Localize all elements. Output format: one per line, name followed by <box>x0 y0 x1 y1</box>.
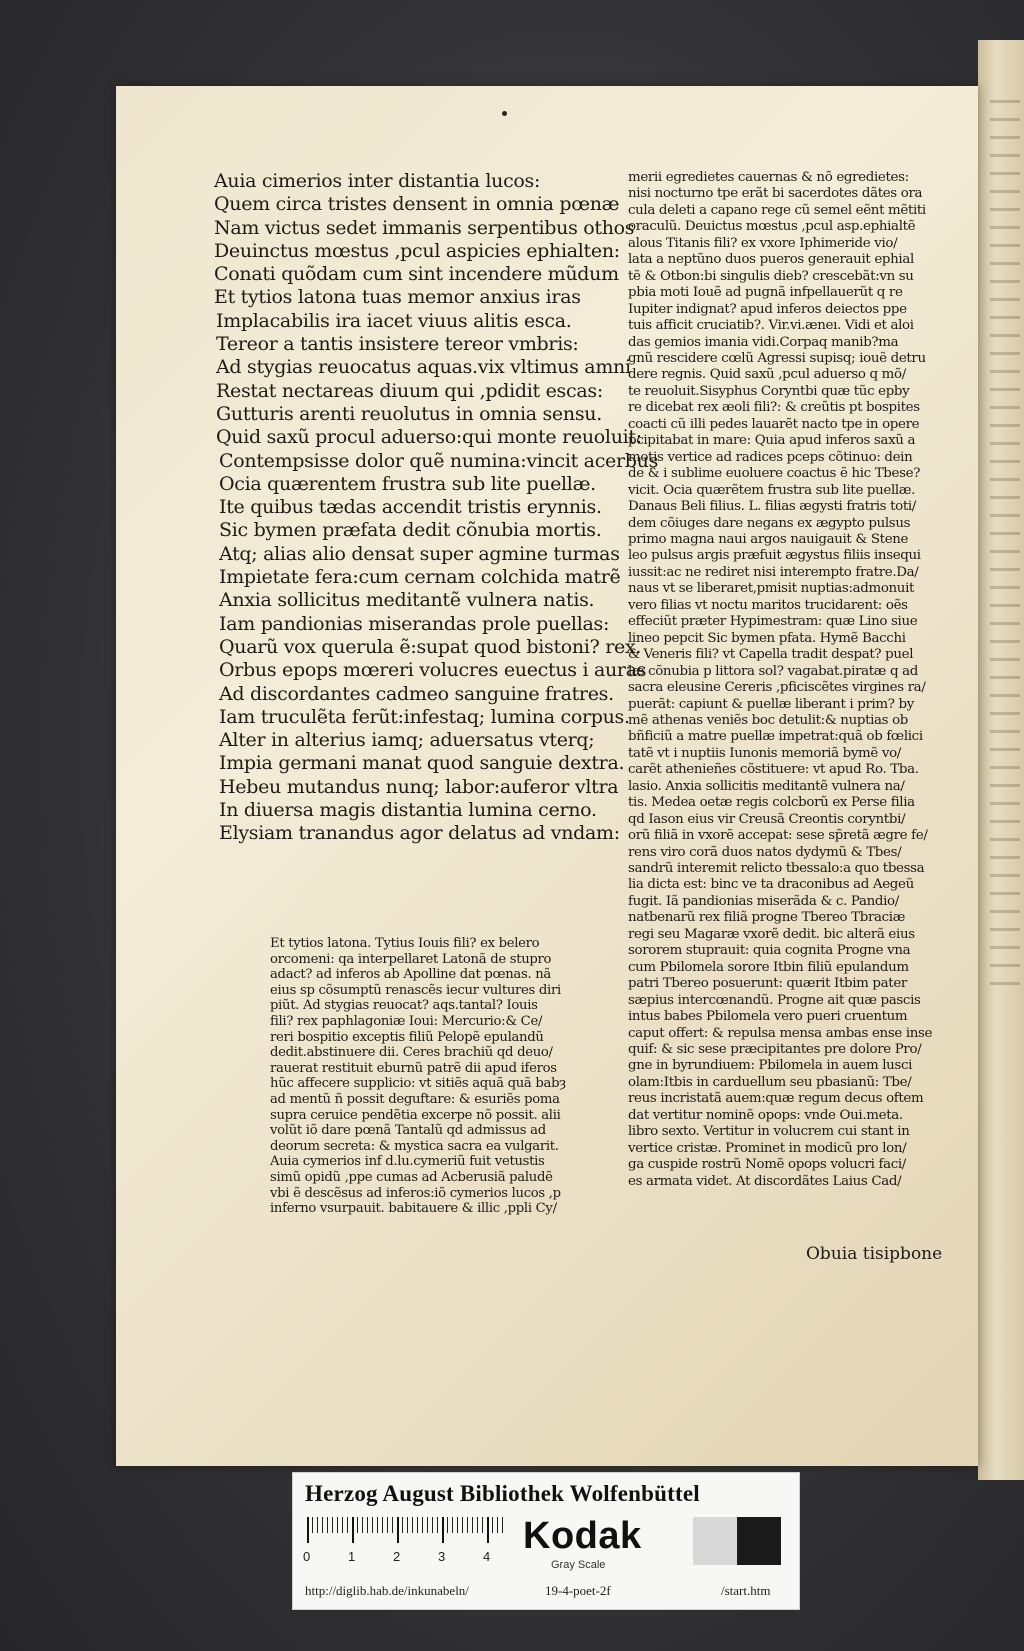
commentary-right-line: olam:Itbis in carduellum seu pbasianũ: Tbe/ <box>628 1074 912 1090</box>
ruler-number: 0 <box>303 1549 311 1564</box>
verse-line: Conati quõdam cum sint incendere mũdum <box>214 263 619 286</box>
commentary-right-line: primo magna naui argos nauigauit & Stene <box>628 531 909 547</box>
commentary-left-line: Et tytios latona. Tytius Iouis fili? ex belero <box>270 936 540 951</box>
verse-line: Ad discordantes cadmeo sanguine fratres. <box>219 682 614 705</box>
gray-scale-label: Gray Scale <box>551 1559 606 1571</box>
library-title: Herzog August Bibliothek Wolfenbüttel <box>305 1481 700 1506</box>
commentary-right-line: merii egredietes cauernas & nõ egredietes: <box>628 170 909 185</box>
commentary-right-line: & Veneris fili? vt Capella tradit despat? puel <box>628 647 914 663</box>
commentary-right-line: tatẽ vt i nuptiis Iunonis memoriã bymẽ vo/ <box>628 745 901 761</box>
library-color-bar <box>292 1472 800 1610</box>
commentary-right-line: pcipitabat in mare: Quia apud inferos saxũ a <box>628 433 916 449</box>
commentary-right-line: iussit:ac ne rediret nisi interempto fratre.Da/ <box>628 564 919 580</box>
commentary-left-line: ad mentũ ñ possit deguftare: & esuriẽs poma <box>270 1091 560 1107</box>
verse-line: Auia cimerios inter distantia lucos: <box>214 170 541 192</box>
commentary-right-line: vero filias vt noctu maritos trucidarent: oẽs <box>628 597 908 613</box>
verse-block <box>214 170 659 846</box>
verse-line: Contempsisse dolor quẽ numina:vincit acerbus <box>219 449 659 472</box>
commentary-right-line: cula deleti a capano rege cũ semel eẽnt mẽtiti <box>628 202 926 218</box>
commentary-right-line: lineo pepcit Sic bymen pfata. Hymẽ Bacchi <box>628 630 906 646</box>
verse-line: Ad stygias reuocatus aquas.vix vltimus amni <box>216 356 631 379</box>
commentary-left-line: deorum secreta: & mystica sacra ea vulgarit. <box>270 1138 559 1154</box>
commentary-left-line: hũc affecere supplicio: vt sitiẽs aquã quã babȝ <box>270 1076 566 1092</box>
commentary-right-line: gne in byrundiuem: Pbilomela in auem lusci <box>628 1058 913 1074</box>
commentary-right-line: leo pulsus argis præfuit ægystus filiis insequi <box>628 548 921 564</box>
commentary-right-line: sandrũ interemit relicto tbessalo:a quo tbessa <box>628 861 925 877</box>
commentary-right-line: vertice cristæ. Prominet in modicũ pro lon/ <box>628 1140 907 1156</box>
commentary-right-line: effeciũt præter Hypimestram: quæ Lino siue <box>628 614 918 630</box>
commentary-right-line: ga cuspide rostrũ Nomẽ opops volucri faci/ <box>628 1157 906 1173</box>
verse-line: Iam pandionias miserandas prole puellas: <box>219 612 610 635</box>
commentary-left-line: reri bospitio exceptis filiũ Pelopẽ epulandũ <box>270 1029 544 1045</box>
commentary-right-line: te reuoluit.Sisyphus Coryntbi quæ tũc epby <box>628 383 910 399</box>
verse-line: Hebeu mutandus nunq; labor:auferor vltra <box>219 775 619 798</box>
commentary-right-line: quif: & sic sese præcipitantes pre dolore Pro/ <box>628 1042 922 1058</box>
commentary-right-line: tẽ & Otbon:bi singulis dieb? crescebãt:vn su <box>628 268 914 284</box>
commentary-right-line: patri Tbereo posuerunt: quærit Itbim pater <box>628 976 907 992</box>
commentary-right-line: intus babes Pbilomela vero pueri cruentum <box>628 1009 908 1025</box>
ruler-number: 1 <box>348 1549 356 1564</box>
commentary-right-line: alous Titanis fili? ex vxore Iphimeride vio/ <box>628 235 898 251</box>
verse-line: Iam truculẽta ferũt:infestaq; lumina corpus. <box>219 705 630 728</box>
commentary-right-line: cum Pbilomela sorore Itbin filiũ epulandum <box>628 959 909 975</box>
commentary-right-line: lata a neptũno duos pueros generauit ephial <box>628 252 914 268</box>
verse-line: Ocia quærentem frustra sub lite puellæ. <box>219 472 596 495</box>
commentary-right-line: dem cõiuges dare negans ex ægypto pulsus <box>628 515 911 531</box>
commentary-left-line: piũt. Ad stygias reuocat? aqs.tantal? Iouis <box>270 998 538 1014</box>
commentary-right-line: regi seu Magaræ vxorẽ dedit. bic alterã eius <box>628 926 915 942</box>
commentary-left-line: Auia cymerios inf d.lu.cymeriũ fuit vetustis <box>270 1154 545 1170</box>
commentary-left-line: rauerat restituit eburnũ patrẽ dii apud iferos <box>270 1060 557 1076</box>
commentary-right-line: coacti cũ illi pedes lauarẽt nacto tpe in opere <box>628 416 920 432</box>
commentary-right-line: motis vertice ad radices pceps cõtinuo: dein <box>628 449 913 465</box>
commentary-right-line: naus vt se liberaret,pmisit nuptias:admonuit <box>628 581 915 597</box>
scale-ruler-major-ticks <box>307 1517 507 1543</box>
commentary-left-line: orcomeni: qa interpellaret Latonã de stupro <box>270 951 552 967</box>
commentary-right-line: bñficiũ a matre puellæ impetrat:quã ob fœlici <box>628 729 923 745</box>
verse-line: Ite quibus tædas accendit tristis erynnis. <box>219 496 602 519</box>
commentary-right-line: Iupiter indignat? apud inferos deiectos ppe <box>628 301 907 317</box>
verse-line: Nam victus sedet immanis serpentibus othos <box>214 216 635 239</box>
facing-page-edge <box>978 40 1024 1480</box>
verse-line: Impia germani manat quod sanguie dextra. <box>219 752 625 775</box>
commentary-right-line: nisi nocturno tpe erãt bi sacerdotes dãtes ora <box>628 186 923 202</box>
url-right: /start.htm <box>721 1583 771 1598</box>
commentary-left-line: fili? rex paphlagoniæ Ioui: Mercurio:& Ce/ <box>270 1013 543 1029</box>
commentary-right-line: caput offert: & repulsa mensa ambas ense inse <box>628 1025 933 1041</box>
url-left: http://diglib.hab.de/inkunabeln/ <box>305 1583 469 1598</box>
verse-line: Restat nectareas diuum qui ,pdidit escas: <box>216 379 603 402</box>
verse-line: In diuersa magis distantia lumina cerno. <box>219 799 597 822</box>
verse-line: Anxia sollicitus meditantẽ vulnera natis. <box>219 589 595 612</box>
commentary-right-line: puerãt: capiunt & puellæ liberant i prim? by <box>628 696 914 712</box>
catchword: Obuia tisipbone <box>806 1244 943 1264</box>
kodak-brand: Kodak <box>523 1515 642 1557</box>
ruler-number: 4 <box>483 1549 491 1564</box>
verse-line: Orbus epops mœreri volucres euectus i auras <box>219 659 647 682</box>
verse-line: Elysiam tranandus agor delatus ad vndam: <box>219 822 620 845</box>
commentary-left-block <box>270 936 604 1217</box>
commentary-left-line: simũ opidũ ,ppe cumas ad Acberusiã paludẽ <box>270 1169 553 1185</box>
commentary-right-line: sæpius intercœnandũ. Progne ait quæ pascis <box>628 992 921 1008</box>
commentary-right-line: rens viro corã duos natos dydymũ & Tbes/ <box>628 844 902 860</box>
commentary-right-line: re dicebat rex æoli fili?: & creũtis pt bospites <box>628 400 920 416</box>
commentary-right-line: reus incristatã auem:quæ regum decus oftem <box>628 1091 924 1107</box>
commentary-right-line: fugit. Iã pandionias miserãda & c. Pandio/ <box>628 893 899 909</box>
verse-line: Quid saxũ procul aduerso:qui monte reuoluit: <box>216 426 642 449</box>
commentary-right-line: oraculũ. Deuictus mœstus ,pcul asp.ephialtẽ <box>628 219 916 235</box>
commentary-right-line: gnũ rescidere cœlũ Agressi supisq; iouẽ detru <box>628 350 926 366</box>
verse-line: Deuinctus mœstus ,pcul aspicies ephialten: <box>214 239 620 262</box>
commentary-right-line: qd Iason eius vir Creusã Creontis coryntbi/ <box>628 811 906 827</box>
commentary-right-line: lia dicta est: binc ve ta draconibus ad Aegeũ <box>628 877 914 893</box>
commentary-right-line: læ cõnubia p littora sol? vagabat.piratæ q ad <box>628 663 918 679</box>
commentary-right-line: dat vertitur nominẽ opops: vnde Oui.meta. <box>628 1107 903 1123</box>
commentary-left-line: eius sp cõsumptũ renascẽs iecur vultures diri <box>270 982 561 998</box>
verse-line: Gutturis arenti reuolutus in omnia sensu. <box>216 402 602 425</box>
verse-line: Tereor a tantis insistere tereor vmbris: <box>216 333 579 356</box>
commentary-right-line: sacra eleusine Cereris ,pficiscẽtes virgines ra/ <box>628 680 926 696</box>
verse-line: Quem circa tristes densent in omnia pœnæ <box>214 193 620 216</box>
commentary-right-line: carẽt athenieñes cõstituere: vt apud Ro. Tba. <box>628 762 919 778</box>
commentary-right-line: tis. Medea oetæ regis colcborũ ex Perse filia <box>628 795 915 811</box>
gray-swatch-dark <box>737 1517 781 1565</box>
commentary-right-line: natbenarũ rex filiã progne Tbereo Tbraciæ <box>628 910 905 926</box>
page-dot-mark <box>502 111 507 116</box>
commentary-right-line: das gemios imania vidi.Corpaq manib?ma <box>628 334 899 350</box>
commentary-right-line: es armata videt. At discordãtes Laius Cad/ <box>628 1173 902 1189</box>
commentary-right-line: de & i sublime euoluere coactus ẽ hic Tbese? <box>628 466 921 482</box>
verse-line: Et tytios latona tuas memor anxius iras <box>214 286 581 309</box>
commentary-right-line: libro sexto. Vertitur in volucrem cui stant in <box>628 1124 910 1140</box>
commentary-left-line: inferno vsurpauit. babitauere & illic ,ppli Cy/ <box>270 1201 557 1217</box>
commentary-right-line: sororem stuprauit: quia cognita Progne vna <box>628 943 911 959</box>
commentary-right-line: pbia moti Iouẽ ad pugnã infpellauerũt q re <box>628 285 903 301</box>
commentary-left-line: supra ceruice pendẽtia excerpe nõ possit. alii <box>270 1107 561 1123</box>
commentary-right-line: mẽ athenas veniẽs boc detulit:& nuptias ob <box>628 712 909 728</box>
commentary-right-line: dere regnis. Quid saxũ ,pcul aduerso q mõ/ <box>628 367 906 383</box>
verse-line: Sic bymen præfata dedit cõnubia mortis. <box>219 519 602 542</box>
ruler-number: 3 <box>438 1549 446 1564</box>
commentary-right-block <box>628 170 950 1190</box>
verse-line: Implacabilis ira iacet viuus alitis esca. <box>216 309 572 332</box>
verse-line: Quarũ vox querula ẽ:supat quod bistoni? rex. <box>219 635 642 658</box>
ruler-number: 2 <box>393 1549 401 1564</box>
gray-swatch-light <box>693 1517 737 1565</box>
commentary-left-line: adact? ad inferos ab Apolline dat pœnas. nã <box>270 967 551 983</box>
commentary-right-line: Danaus Beli filius. L. filias ægysti fratris toti/ <box>628 499 916 515</box>
commentary-right-line: tuis afficit cruciatib?. Vir.vi.æneı. Vidi et aloi <box>628 318 914 334</box>
commentary-left-line: vbi ẽ descẽsus ad inferos:iõ cymerios lucos ,p <box>270 1185 561 1201</box>
commentary-right-line: lasio. Anxia sollicitis meditantẽ vulnera na/ <box>628 778 905 794</box>
commentary-left-line: dedit.abstinuere dii. Ceres brachiũ qd deuo/ <box>270 1045 553 1061</box>
verse-line: Atq; alias alio densat super agmine turmas <box>219 542 620 565</box>
commentary-right-line: orũ filiã in vxorẽ accepat: sese sp̃retã ægre fe/ <box>628 828 928 844</box>
url-mid: 19-4-poet-2f <box>545 1583 611 1598</box>
commentary-left-line: volũt iõ dare pœnã Tantalũ qd admissus ad <box>270 1123 546 1139</box>
commentary-right-line: vicit. Ocia quærẽtem frustra sub lite puellæ. <box>628 482 915 498</box>
verse-line: Impietate fera:cum cernam colchida matrẽ <box>219 566 621 589</box>
verse-line: Alter in alterius iamq; aduersatus vterq; <box>219 729 595 752</box>
